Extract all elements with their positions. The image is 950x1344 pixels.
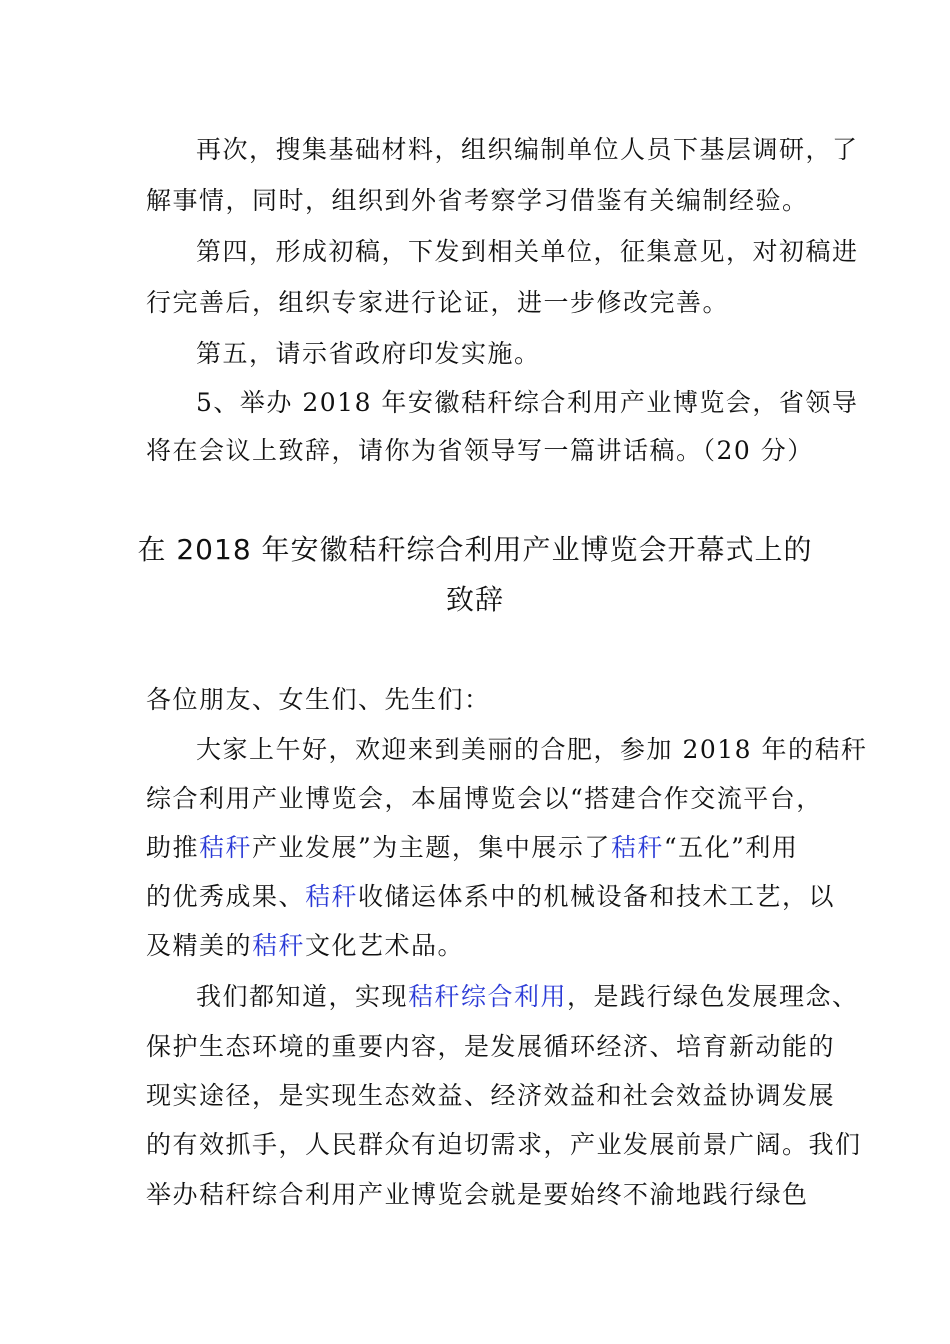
para1-line3-text-a: 助推 [146,833,200,862]
step4-line1: 第四，形成初稿，下发到相关单位，征集意见，对初稿进 [196,237,859,266]
para1-line5-text-a: 及精美的 [146,931,253,960]
para1-line5 [146,929,806,963]
straw-link[interactable]: 秸秆 [610,833,664,862]
para2-line5: 举办秸秆综合利用产业博览会就是要始终不渝地践行绿色 [146,1180,809,1209]
para1-line4 [146,880,836,914]
speech-title-line1: 在 2018 年安徽秸秆综合利用产业博览会开幕式上的 [137,533,813,566]
question-line1: 5、举办 2018 年安徽秸秆综合利用产业博览会，省领导 [196,388,859,417]
para1-line3 [146,831,806,865]
para1-line1: 大家上午好，欢迎来到美丽的合肥，参加 2018 年的秸秆 [196,735,868,764]
para1-line4-text-b: 收储运体系中的机械设备和技术工艺，以 [358,882,836,911]
para1-line4-text-a: 的优秀成果、 [146,882,306,911]
step3-line1: 再次，搜集基础材料，组织编制单位人员下基层调研，了 [196,135,859,164]
question-line2: 将在会议上致辞，请你为省领导写一篇讲话稿。（20 分） [146,436,814,465]
straw-utilization-link[interactable]: 秸秆综合利用 [408,982,568,1011]
para1-line3-text-b: 产业发展”为主题，集中展示了 [252,833,611,862]
straw-link[interactable]: 秸秆 [305,882,359,911]
straw-link[interactable]: 秸秆 [199,833,253,862]
step3-line2: 解事情，同时，组织到外省考察学习借鉴有关编制经验。 [146,186,809,215]
para2-line1-text-a: 我们都知道，实现 [196,982,409,1011]
para2-line2: 保护生态环境的重要内容，是发展循环经济、培育新动能的 [146,1032,836,1061]
para2-line4: 的有效抓手，人民群众有迫切需求，产业发展前景广阔。我们 [146,1130,862,1159]
para2-line3: 现实途径，是实现生态效益、经济效益和社会效益协调发展 [146,1081,836,1110]
para2-line1 [196,980,859,1014]
para1-line5-text-b: 文化艺术品。 [305,931,465,960]
para1-line2: 综合利用产业博览会，本届博览会以“搭建合作交流平台， [146,784,823,813]
para1-line3-text-c: “五化”利用 [663,833,799,862]
straw-link[interactable]: 秸秆 [252,931,306,960]
salutation: 各位朋友、女生们、先生们： [146,685,491,714]
speech-title-line2: 致辞 [445,583,504,616]
step4-line2: 行完善后，组织专家进行论证，进一步修改完善。 [146,288,730,317]
step5-line: 第五，请示省政府印发实施。 [196,339,541,368]
para2-line1-text-b: ，是践行绿色发展理念、 [567,982,859,1011]
